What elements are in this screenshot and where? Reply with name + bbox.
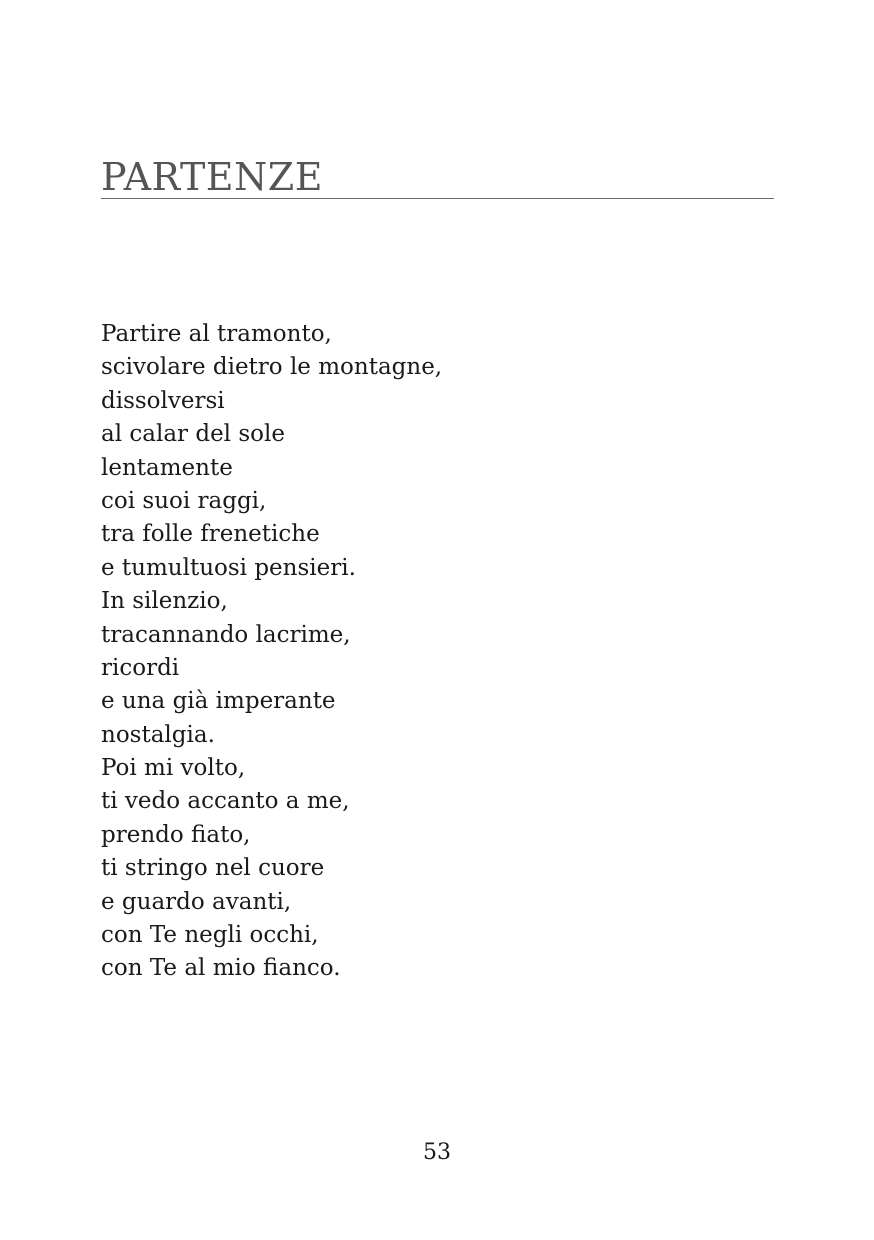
poem-line: e tumultuosi pensieri.: [101, 554, 356, 581]
poem-line: ricordi: [101, 654, 180, 681]
poem-line: scivolare dietro le montagne,: [101, 354, 443, 381]
title-block: [101, 152, 774, 199]
poem-line: ti stringo nel cuore: [101, 855, 325, 882]
poem-line: Poi mi volto,: [101, 755, 246, 782]
poem-line: Partire al tramonto,: [101, 321, 332, 347]
poem-line: tracannando lacrime,: [101, 621, 351, 648]
poem-line: nostalgia.: [101, 721, 215, 748]
poem-line: lentamente: [101, 454, 233, 481]
page-title: PARTENZE: [101, 155, 323, 199]
poem-line: ti vedo accanto a me,: [101, 788, 350, 815]
poem-line: con Te al mio fianco.: [101, 955, 341, 982]
poem-line: e guardo avanti,: [101, 888, 292, 915]
poem-line: tra folle frenetiche: [101, 521, 320, 548]
poem-line: e una già imperante: [101, 688, 336, 715]
poem-line: al calar del sole: [101, 421, 285, 448]
poem-line: con Te negli occhi,: [101, 922, 319, 949]
poem-line: coi suoi raggi,: [101, 487, 267, 514]
poem-line: dissolversi: [101, 387, 225, 414]
poem-line: In silenzio,: [101, 588, 228, 615]
page-number: 53: [423, 1140, 451, 1165]
poem-line: prendo fiato,: [101, 821, 251, 848]
poem: [101, 318, 442, 986]
